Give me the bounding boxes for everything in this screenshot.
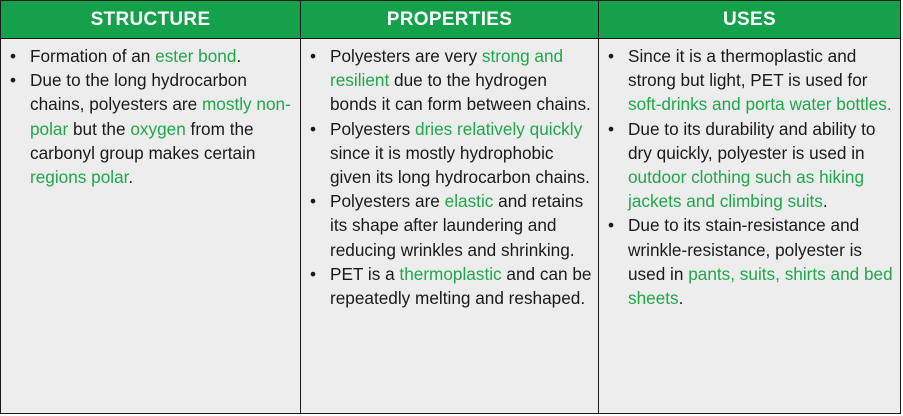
- text-segment: .: [822, 191, 828, 212]
- text-segment: since it is mostly hydrophobic given its long hydrocarbon chains.: [330, 142, 590, 188]
- text-segment: and can be repeatedly melting and reshaped.: [330, 263, 592, 309]
- header-properties: PROPERTIES: [301, 1, 599, 38]
- text-segment: PET is a: [330, 263, 400, 284]
- text-segment: due to the hydrogen bonds it can form between chains.: [330, 70, 591, 115]
- list-item: [308, 44, 592, 117]
- list-item: [308, 262, 592, 310]
- text-segment: Since it is a thermoplastic and strong but light, PET is used for: [628, 46, 868, 91]
- list-item: [308, 189, 592, 262]
- highlight-text: dries relatively quickly: [415, 118, 583, 139]
- uses-cell: [599, 39, 900, 413]
- highlight-text: outdoor clothing such as hiking jackets and climbing suits: [628, 167, 865, 212]
- highlight-text: regions polar: [30, 167, 129, 188]
- text-segment: Formation of an: [30, 46, 156, 66]
- text-segment: Due to its durability and ability to dry quickly, polyester is used in: [628, 118, 876, 163]
- text-segment: Polyesters are: [330, 191, 445, 212]
- highlight-text: strong and resilient: [330, 46, 564, 91]
- list-item: [8, 68, 294, 189]
- text-segment: .: [236, 46, 242, 66]
- uses-list: [606, 44, 894, 310]
- highlight-text: ester bond: [155, 46, 237, 66]
- highlight-text: oxygen: [130, 118, 186, 139]
- properties-list: [308, 44, 592, 310]
- highlight-text: soft-drinks and porta water bottles.: [628, 94, 892, 115]
- header-uses: USES: [723, 8, 776, 30]
- table-header-row: [1, 1, 900, 39]
- text-segment: Due to its stain-resistance and wrinkle-resistance, polyester is used in: [628, 215, 863, 284]
- text-segment: but the: [68, 118, 131, 139]
- highlight-text: elastic: [444, 191, 494, 212]
- structure-cell: [1, 39, 301, 413]
- list-item: [606, 117, 894, 214]
- structure-list: [8, 44, 294, 189]
- header-structure: STRUCTURE: [1, 1, 301, 38]
- text-segment: Polyesters: [330, 118, 416, 139]
- list-item: [606, 44, 894, 117]
- text-segment: .: [128, 167, 134, 188]
- properties-cell: [301, 39, 599, 413]
- highlight-text: mostly non-polar: [30, 94, 291, 139]
- highlight-text: thermoplastic: [399, 263, 502, 284]
- highlight-text: pants, suits, shirts and bed sheets: [628, 263, 893, 309]
- text-segment: .: [678, 288, 684, 309]
- text-segment: Polyesters are very: [330, 46, 482, 66]
- text-segment: from the carbonyl group makes certain: [30, 118, 256, 163]
- text-segment: and retains its shape after laundering and reducing wrinkles and shrinking.: [330, 191, 584, 260]
- table-body-row: [1, 39, 900, 413]
- list-item: [8, 44, 294, 68]
- list-item: [606, 213, 894, 310]
- list-item: [308, 117, 592, 190]
- text-segment: Due to the long hydrocarbon chains, polyesters are: [30, 70, 247, 115]
